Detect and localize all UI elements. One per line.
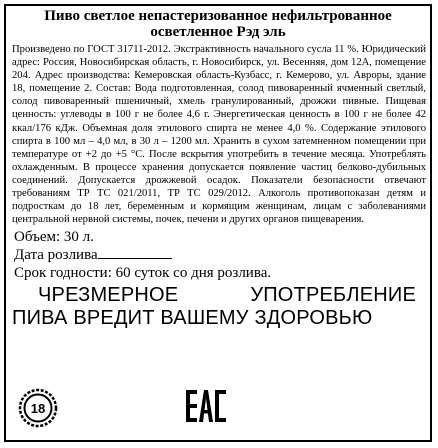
- warning-line-2: ПИВА ВРЕДИТ ВАШЕМУ ЗДОРОВЬЮ: [12, 307, 373, 330]
- warning-word-2: УПОТРЕБЛЕНИЕ: [250, 284, 416, 307]
- volume-text: Объем: 30 л.: [14, 229, 94, 246]
- description-text: Произведено по ГОСТ 31711-2012. Экстрактивность начального сусла 11 %. Юридический адрес: Россия, Новосибирская область, г. Новосибирск, ул. Весенняя, дом 12А, помещение 204. Адрес производства: Кемеровская область-Кузбасс, г. Кемерово, ул. Авроры, здание 18, помещение 2. Состав: Вода подготовленная, солод пивоваренный ячменный светлый, солод пивоваренный пшеничный, хмель гранулированный, дрожжи пивные. Пищевая ценность: углеводы в 100 г не более 4,6 г. Энергетическая ценность в 100 г не более 42 ккал/176 кДж. Объемная доля этилового спирта не менее 4,0 %. Содержание этилового спирта в 100 мл – 4,0 мл, в 30 л – 1200 мл. Хранить в сухом затемненном помещении при температуре от +2 до +5 °С. После вскрытия употребить в течение месяца. Употреблять охлажденным. В процессе хранения допускается появление частиц белково-дубильных соединений. Допускается дрожжевой осадок. Показатели безопасности отвечают требованиям ТР ТС 021/2011, ТР ТС 029/2012. Алкоголь противопоказан детям и подросткам до 18 лет, беременным и кормящим женщинам, лицам с заболеваниями центральной нервной системы, почек, печени и других органов пищеварения.: [12, 44, 426, 226]
- beer-label: [4, 4, 432, 442]
- bottling-date-line: [14, 246, 430, 264]
- product-title-line2: осветленное Рэд эль: [150, 24, 286, 40]
- warning-word-1: ЧРЕЗМЕРНОЕ: [38, 284, 179, 307]
- product-title-line1: Пиво светлое непастеризованное нефильтрованное: [44, 8, 392, 24]
- volume-line: [14, 228, 430, 246]
- shelf-life-text: Срок годности: 60 суток со дня розлива.: [14, 265, 272, 282]
- health-warning: [10, 284, 426, 330]
- bottling-date-blank: [98, 246, 172, 259]
- eac-mark-icon: [184, 386, 228, 426]
- certification-marks: [6, 380, 430, 440]
- product-description: [12, 43, 426, 226]
- bottling-date-label: Дата розлива: [14, 247, 98, 264]
- product-title: [10, 8, 426, 40]
- age-restriction-text: 18: [30, 401, 46, 416]
- shelf-life-line: [14, 264, 430, 282]
- age-restriction-icon: [18, 388, 58, 428]
